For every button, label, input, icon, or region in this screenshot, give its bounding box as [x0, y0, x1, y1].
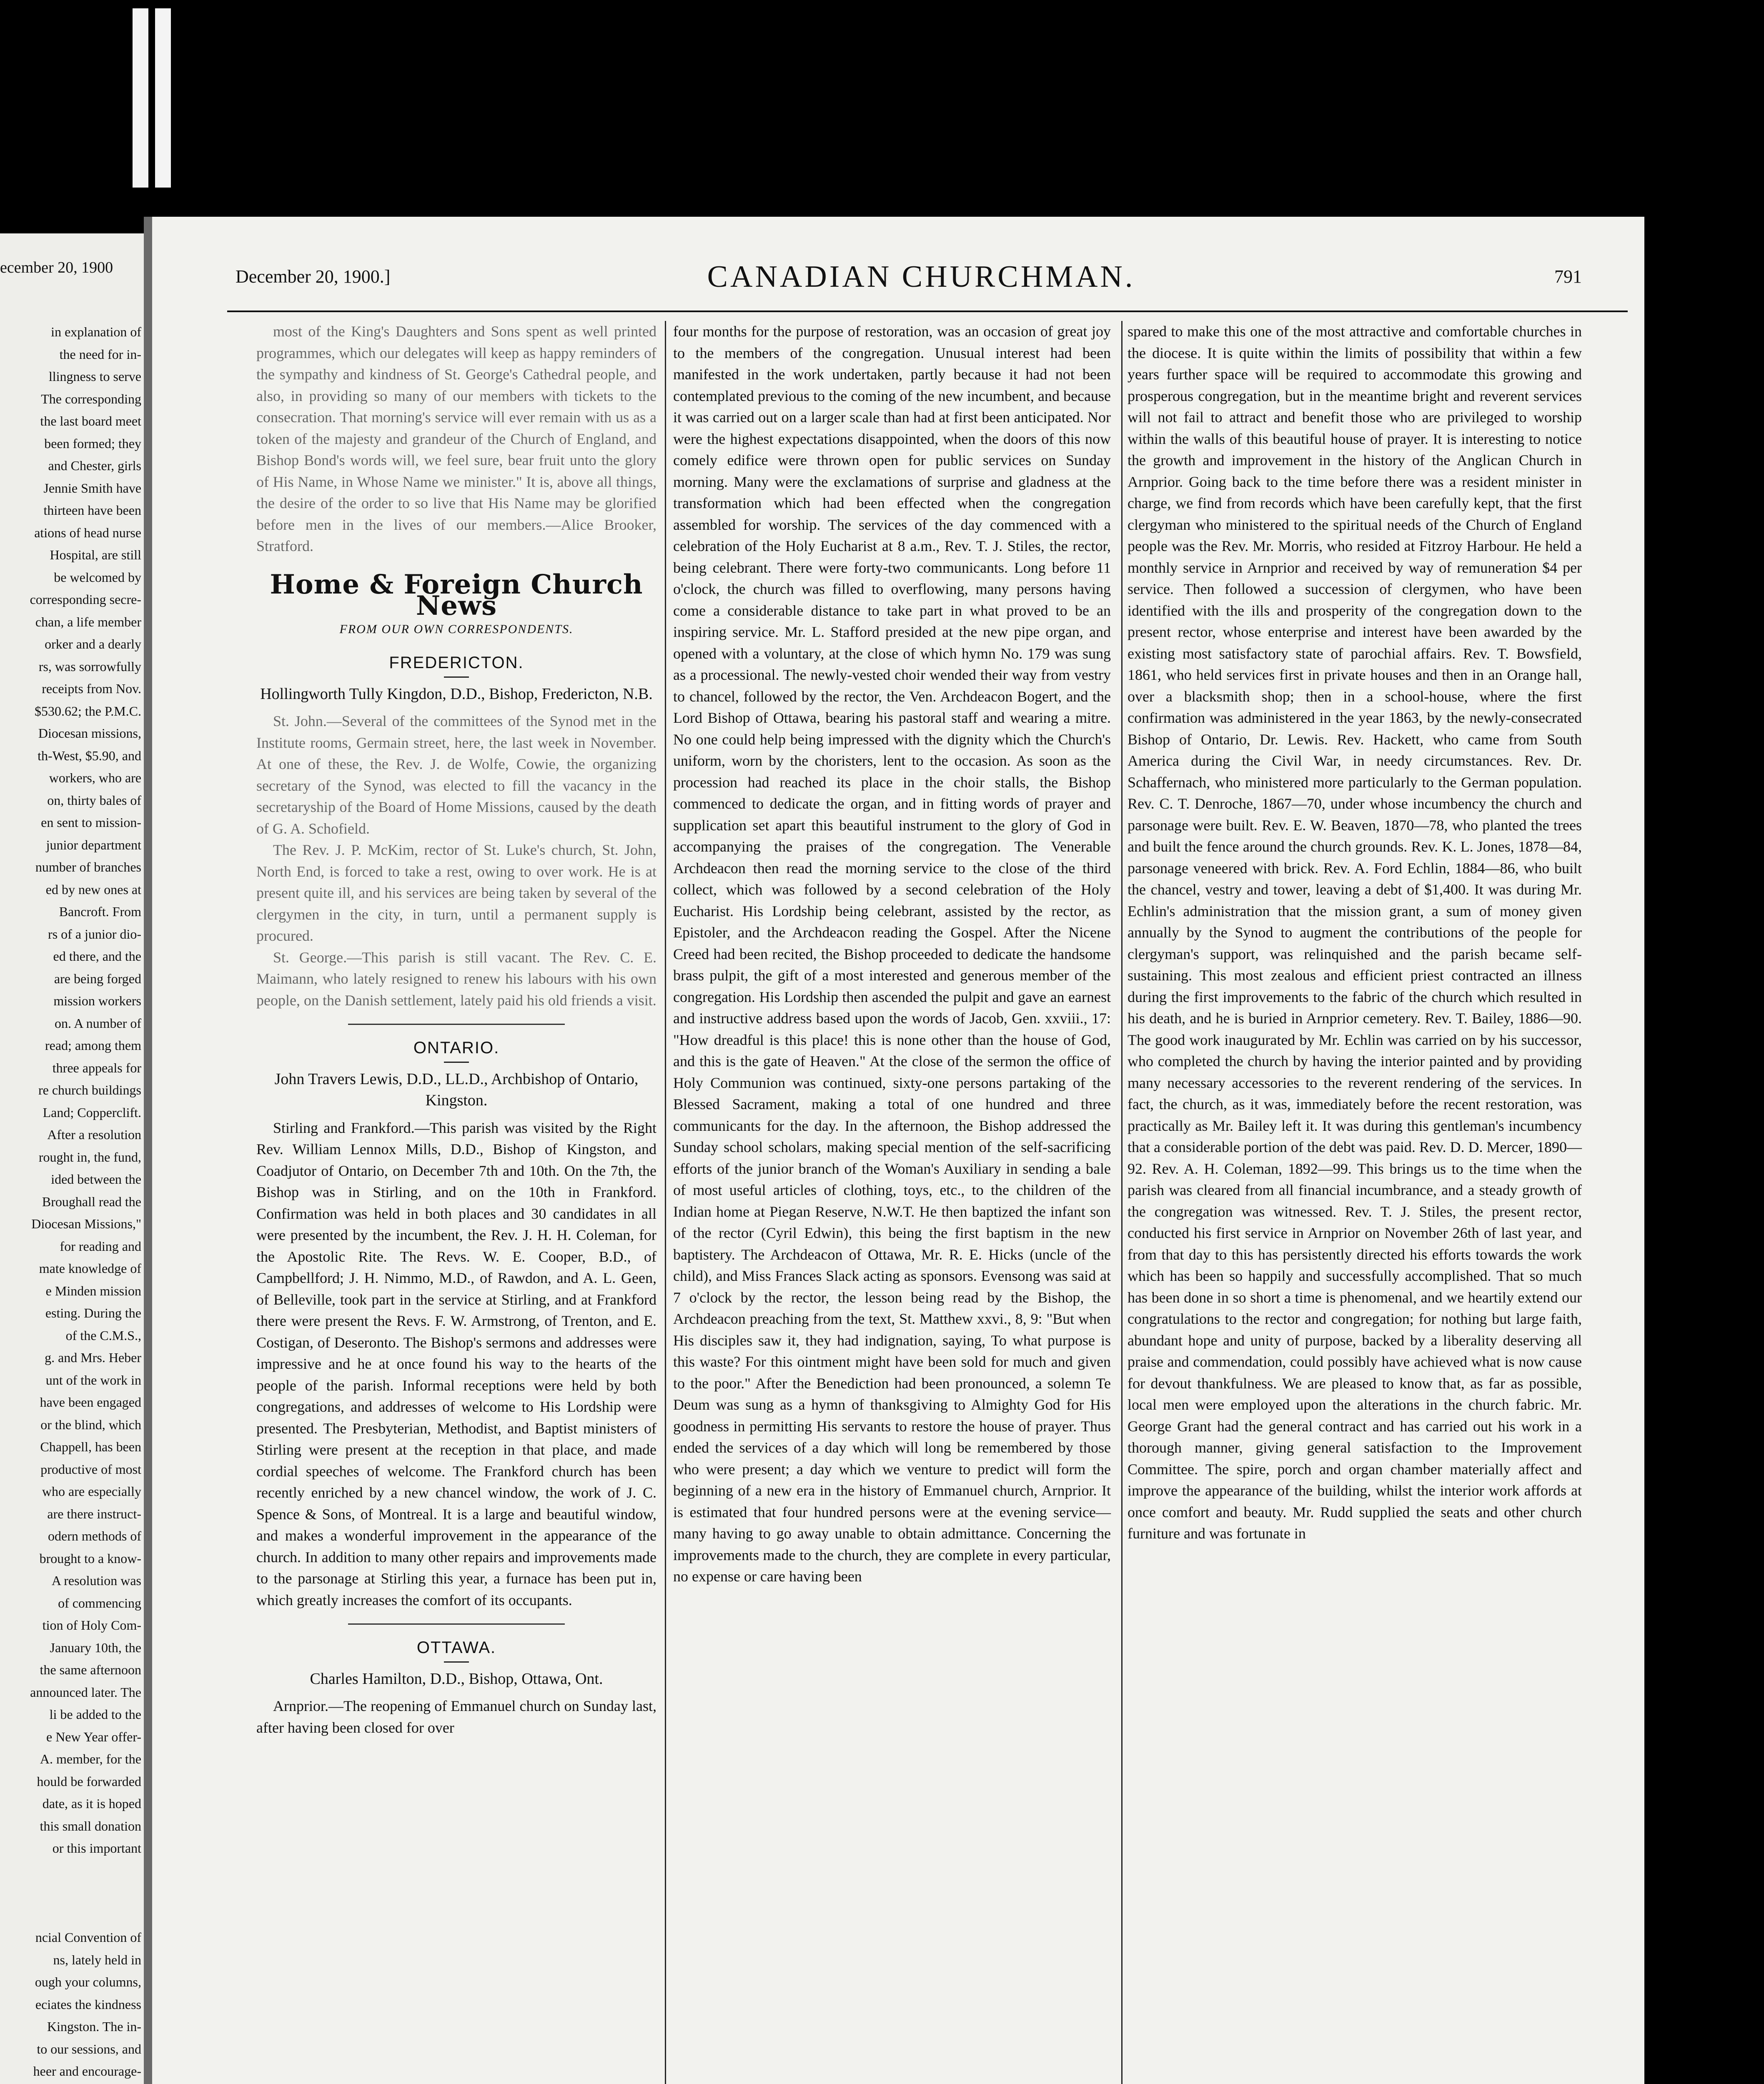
previous-page-line: Broughall read the [42, 1194, 141, 1209]
previous-page-line: rs of a junior dio- [48, 926, 141, 942]
newspaper-page [152, 217, 1644, 2084]
column-3 [1128, 321, 1582, 1545]
previous-page-line: heer and encourage- [33, 2064, 141, 2079]
previous-page-line: or the blind, which [40, 1417, 141, 1432]
previous-page-line: A resolution was [51, 1573, 141, 1588]
previous-page-line: junior department [46, 837, 141, 852]
previous-page-line [4, 1860, 141, 1882]
fredericton-paragraph-1: St. John.—Several of the committees of the Synod met in the Institute rooms, Germain street, here, the last week in November. At one of these, the Rev. J. de Wolfe, Cowie, the organizing secretary of the Synod, was elected to fill the vacancy in the secretaryship of the Board of Home Missions, caused by the death of G. A. Schofield. [256, 713, 656, 837]
section-separator [348, 1024, 565, 1025]
fredericton-paragraph-2: The Rev. J. P. McKim, rector of St. Luke's church, St. John, North End, is forced to take a rest, owing to over work. He is at present quite ill, and his services are being taken by several of the clergymen in the city, in turn, until a permanent supply is procured. [256, 842, 656, 944]
masthead-title: CANADIAN CHURCHMAN. [707, 260, 1135, 294]
previous-page-line: in explanation of [51, 324, 141, 339]
heading-dash [444, 676, 469, 678]
previous-page-line: Chappell, has been [40, 1439, 141, 1454]
previous-page-line: and Chester, girls [48, 458, 141, 473]
previous-page-line: e Minden mission [45, 1283, 141, 1298]
previous-page-line: ns, lately held in [53, 1952, 141, 1967]
previous-page-line [4, 1904, 141, 1927]
bishop-ontario: John Travers Lewis, D.D., LL.D., Archbishop of Ontario, Kingston. [274, 1070, 639, 1109]
previous-page-line: read; among them [45, 1038, 141, 1053]
arnprior-history: spared to make this one of the most attractive and comfortable churches in the diocese. It is quite within the limits of possibility that within a few years further space will be required to accommodate this growing and prosperous congregation, but in the meantime bright and reverent services will not fail to attract and benefit those who are privileged to worship within the walls of this beautiful house of prayer. It is interesting to notice the growth and improvement in the history of the Anglican Church in Arnprior. Going back to the time before there was a resident minister in charge, we find from records which have been carefully kept, that the first clergyman who ministered to the spiritual needs of the Church of England people was the Rev. Mr. Morris, who resided at Fitzroy Harbour. He held a monthly service in Arnprior and received by way of remuneration $4 per service. Then followed a succession of clergymen, who have been identified with the ills and prosperity of the congregation down to the present rector, whose enterprise and interest have been awarded by the existing most satisfactory state of parochial affairs. Rev. T. Bowsfield, 1861, who held services first in private houses and then in an Orange hall, over a blacksmith shop; then in a school-house, where the first confirmation was administered in the year 1863, by the newly-consecrated Bishop of Ontario, Dr. Lewis. Rev. Hackett, who came from South America during the Civil War, in needy circumstances. Rev. Dr. Schaffernach, who ministered more particularly to the German population. Rev. C. T. Denroche, 1867—70, under whose incumbency the church and parsonage were built. Rev. E. W. Beaven, 1870—78, who planted the trees and built the fence around the church grounds. Rev. K. L. Jones, 1878—84, parsonage veneered with brick. Rev. A. Ford Echlin, 1884—86, who built the chancel, vestry and tower, leaving a debt of $1,400. It was during Mr. Echlin's administration that the mission grant, a sum of money given annually by the Synod to augment the contributions of the people for clergyman's support, was relinquished and the parish became self-sustaining. This most zealous and efficient priest contracted an illness during the first improvements to the fabric of the church which resulted in his death, and he is buried in Arnprior cemetery. Rev. T. Bailey, 1886—90. The good work inaugurated by Mr. Echlin was carried on by his successor, who completed the church by having the interior painted and by providing many necessary accessories to the reverent rendering of the services. In fact, the church, as it was, immediately before the recent restoration, was practically as Mr. Bailey left it. It was during this gentleman's incumbency that a considerable portion of the debt was paid. Rev. D. D. Mercer, 1890—92. Rev. A. H. Coleman, 1892—99. This brings us to the time when the parish was cleared from all financial incumbrance, and a steady growth of the congregation was witnessed. Rev. T. J. Stiles, the present rector, conducted his first service in Arnprior on November 26th of last year, and from that day to this has persistently directed his efforts towards the work which has been so happily and successfully accomplished. That so much has been done in so short a time is phenomenal, and we heartily extend our congratulations to the rector and congregation; for nothing but large faith, abundant hope and unity of purpose, backed by a liberality deserving all praise and commendation, could possibly have achieved what is now cause for devout thankfulness. We are pleased to know that, as far as possible, local men were employed upon the alterations in the church fabric. Mr. George Grant had the general contract and has carried out his work in a thorough manner, giving general satisfaction to the Improvement Committee. The spire, porch and organ chamber materially affect and improve the appearance of the building, whilst the interior work affords at once comfort and beauty. Mr. Rudd supplied the seats and other church furniture and was fortunate in [1128, 323, 1582, 1542]
previous-page-line: orker and a dearly [45, 636, 141, 651]
previous-page-line: are there instruct- [47, 1506, 141, 1521]
previous-page-line: number of branches [35, 859, 141, 874]
previous-page-line: on. A number of [55, 1015, 141, 1031]
arnprior-article-continued: four months for the purpose of restoration, was an occasion of great joy to the members of the congregation. Unusual interest had been manifested in the work undertaken, partly because it had not been contemplated previous to the coming of the new incumbent, and because it was carried out on a larger scale than had at first been anticipated. Nor were the highest expectations disappointed, when the doors of this now comely edifice were thrown open for public services on Sunday morning. Many were the exclamations of surprise and gladness at the transformation which had been effected when the congregation assembled for worship. The services of the day commenced with a celebration of the Holy Eucharist at 8 a.m., Rev. T. J. Stiles, the rector, being celebrant. There were forty-two communicants. Long before 11 o'clock, the church was filled to overflowing, many persons having come a considerable distance to take part in what proved to be an inspiring service. Mr. L. Stafford presided at the new pipe organ, and opened with a voluntary, at the close of which hymn No. 179 was sung as a processional. The newly-vested choir wended their way from vestry to chancel, followed by the rector, the Ven. Archdeacon Bogert, and the Lord Bishop of Ottawa, bearing his pastoral staff and wearing a mitre. No one could help being impressed with the dignity which the Church's uniform, worn by the choristers, lent to the occasion. As soon as the procession had reached its place in the choir stalls, the Bishop commenced to dedicate the organ, and in fitting words of prayer and supplication set apart this beautiful instrument to the glory of God in accompanying the praises of the congregation. The Venerable Archdeacon then read the morning service to the close of the third collect, which was followed by a second celebration of the Holy Eucharist. His Lordship being celebrant, assisted by the rector, as Epistoler, and the Archdeacon reading the Gospel. After the Nicene Creed had been recited, the Bishop proceeded to dedicate the handsome brass pulpit, the gift of a most interested and generous member of the congregation. His Lordship then ascended the pulpit and gave an earnest and instructive address based upon the words of Jacob, Gen. xxviii., 17: "How dreadful is this place! this is none other than the house of God, and this is the gate of Heaven." At the close of the sermon the office of Holy Communion was continued, sixty-one persons partaking of the Blessed Sacrament, making a total of one hundred and three communicants for the day. In the afternoon, the Bishop addressed the Sunday school scholars, making special mention of the self-sacrificing efforts of the junior branch of the Woman's Auxiliary in sending a bale of most useful articles of clothing, toys, etc., to the children of the Indian home at Piegan Reserve, N.W.T. He then baptized the infant son of the rector (Cyril Edwin), this being the first baptism in the new baptistery. The Archdeacon of Ottawa, Mr. R. E. Hicks (uncle of the child), and Miss Frances Slack acting as sponsors. Evensong was said at 7 o'clock by the rector, the lesson being read by the Bishop, the Archdeacon preaching from the text, St. Matthew xxvi., 8, 9: "But when His disciples saw it, they had indignation, saying, To what purpose is this waste? For this ointment might have been sold for much and given to the poor." After the Benediction had been pronounced, a solemn Te Deum was sung as a hymn of thanksgiving to Almighty God for His goodness in permitting His servants to restore the house of prayer. Thus ended the services of a day which will long be remembered by those who were present; a day which we venture to predict will form the beginning of a new era in the history of Emmanuel church, Arnprior. It is estimated that four hundred persons were at the evening service—many having to go away unable to obtain admittance. Concerning the improvements made to the church, they are complete in every particular, no expense or care having been [673, 323, 1111, 1585]
previous-page-line: rought in, the fund, [38, 1149, 141, 1165]
previous-page-line: or this important [52, 1841, 141, 1856]
intro-paragraph: most of the King's Daughters and Sons spent as well printed programmes, which our delegates will keep as happy reminders of the sympathy and kindness of St. George's Cathedral people, and also, in providing so many of our members with tickets to the consecration. That morning's service will ever remain with us as a token of the majesty and grandeur of the Church of England, and Bishop Bond's words will, we feel sure, bear fruit unto the glory of His Name, in Whose Name we minister." It is, above all things, the desire of the order to so live that His Name may be glorified before men in the lives of our members.—Alice Brooker, Stratford. [256, 323, 656, 554]
previous-page-line: hould be forwarded [37, 1773, 141, 1789]
previous-page-line: this small donation [40, 1818, 141, 1834]
previous-page-line: workers, who are [49, 770, 141, 785]
previous-page-line: be welcomed by [54, 569, 141, 585]
previous-page-line [4, 2083, 141, 2084]
previous-page-line: Bancroft. From [59, 904, 141, 919]
previous-page-line: tion of Holy Com- [42, 1618, 141, 1633]
previous-page-line: productive of most [40, 1461, 141, 1477]
previous-page-line: A. member, for the [40, 1751, 141, 1766]
previous-page-line: chan, a life member [35, 614, 141, 629]
previous-page-line: for reading and [60, 1238, 141, 1254]
previous-page-line: have been engaged [40, 1395, 141, 1410]
previous-page-line: ough your columns, [35, 1974, 141, 1989]
previous-page-line: three appeals for [52, 1060, 141, 1075]
heading-dash [444, 1062, 469, 1063]
previous-page-edge [0, 233, 144, 2084]
film-perforation-top-right [155, 8, 171, 188]
previous-page-line: mission workers [53, 993, 141, 1008]
previous-page-line: Kingston. The in- [47, 2019, 141, 2034]
heading-ottawa: OTTAWA. [416, 1638, 496, 1657]
previous-page-line: ed there, and the [53, 949, 141, 964]
previous-page-line: are being forged [54, 971, 141, 986]
page-number: 791 [1554, 266, 1582, 287]
previous-page-line: the same afternoon [40, 1662, 141, 1677]
previous-page-line: to our sessions, and [37, 2041, 141, 2056]
previous-page-line: rs, was sorrowfully [38, 659, 141, 674]
previous-page-line: ed by new ones at [45, 882, 141, 897]
previous-page-line: th-West, $5.90, and [38, 748, 141, 763]
previous-page-line: Diocesan missions, [38, 726, 141, 741]
book-gutter [144, 217, 153, 2084]
previous-page-line: of the C.M.S., [65, 1328, 141, 1343]
previous-page-line: ations of head nurse [34, 525, 141, 540]
heading-dash [444, 1661, 469, 1663]
column-2 [673, 321, 1111, 1588]
previous-page-line: mate knowledge of [39, 1261, 141, 1276]
column-rule [1121, 321, 1123, 2084]
previous-page-line: g. and Mrs. Heber [45, 1350, 141, 1365]
previous-page-line: date, as it is hoped [42, 1796, 141, 1811]
ontario-paragraph-1: Stirling and Frankford.—This parish was visited by the Right Rev. William Lennox Mills, D.D., Bishop of Kingston, and Coadjutor of Ontario, on December 7th and 10th. On the 7th, the Bishop was in Stirling, and on the 10th in Frankford. Confirmation was held in both places and 30 candidates in all were presented by the incumbent, the Rev. J. H. H. Coleman, for the Apostolic Rite. The Revs. W. E. Cooper, B.D., of Campbellford; J. H. Nimmo, M.D., of Rawdon, and A. L. Geen, of Belleville, took part in the service at Stirling, and at Frankford there were present the Revs. F. W. Armstrong, of Trenton, and E. Costigan, of Deseronto. The Bishop's sermons and addresses were impressive and he at once found his way to the hearts of the people of the parish. Informal receptions were held by both congregations, and addresses of welcome to His Lordship were presented. The Presbyterian, Methodist, and Baptist ministers of Stirling were present at the reception in that place, and made cordial speeches of welcome. The Frankford church has been recently enriched by a new chancel window, the work of J. C. Spence & Sons, of Montreal. It is a large and beautiful window, and makes a wonderful improvement in the appearance of the church. In addition to many other repairs and improvements made to the parsonage at Stirling this year, a furnace has been put in, which greatly increases the comfort of its occupants. [256, 1119, 656, 1608]
column-rule [665, 321, 666, 2084]
previous-page-line: the need for in- [59, 346, 141, 362]
previous-page-line: eciates the kindness [35, 1996, 141, 2012]
bishop-ottawa: Charles Hamilton, D.D., Bishop, Ottawa, Ont. [310, 1670, 603, 1688]
previous-page-line: llingness to serve [48, 369, 141, 384]
previous-page-line: of commencing [58, 1595, 141, 1611]
previous-page-line: January 10th, the [50, 1640, 141, 1655]
previous-page-line: After a resolution [47, 1127, 141, 1142]
previous-page-line: who are especially [42, 1484, 141, 1499]
previous-page-line: Hospital, are still [50, 547, 141, 562]
previous-page-line [4, 1882, 141, 1904]
ottawa-paragraph-1: Arnprior.—The reopening of Emmanuel church on Sunday last, after having been closed for over [256, 1698, 656, 1736]
previous-page-line: announced later. The [30, 1684, 141, 1700]
previous-page-header: ecember 20, 1900 [0, 259, 113, 276]
previous-page-line: $530.62; the P.M.C. [34, 703, 141, 719]
section-subtitle: FROM OUR OWN CORRESPONDENTS. [339, 622, 574, 636]
heading-ontario: ONTARIO. [413, 1039, 500, 1057]
previous-page-line: receipts from Nov. [42, 681, 141, 696]
page-header [236, 254, 1607, 304]
previous-page-line: thirteen have been [43, 503, 141, 518]
previous-page-line: unt of the work in [45, 1372, 141, 1388]
previous-page-line: li be added to the [49, 1707, 141, 1722]
previous-page-line: Jennie Smith have [43, 480, 141, 496]
previous-page-line: Diocesan Missions," [31, 1216, 141, 1231]
previous-page-line: ncial Convention of [35, 1930, 141, 1945]
header-rule [227, 311, 1628, 312]
previous-page-line: corresponding secre- [30, 592, 141, 607]
previous-page-line: odern methods of [48, 1528, 141, 1543]
film-perforation-top-left [133, 8, 148, 188]
previous-page-line: e New Year offer- [46, 1729, 141, 1744]
previous-page-line: been formed; they [44, 436, 141, 451]
section-separator [348, 1623, 565, 1625]
header-date: December 20, 1900.] [236, 266, 391, 287]
previous-page-line: re church buildings [38, 1082, 141, 1097]
heading-fredericton: FREDERICTON. [389, 654, 524, 672]
section-masthead: Home & Foreign Church News [270, 569, 643, 621]
column-1 [256, 321, 656, 1738]
previous-page-line: ided between the [51, 1172, 141, 1187]
previous-page-line: the last board meet [40, 413, 141, 428]
bishop-fredericton: Hollingworth Tully Kingdon, D.D., Bishop, Fredericton, N.B. [260, 685, 653, 703]
previous-page-line: brought to a know- [39, 1550, 141, 1566]
previous-page-line: Land; Copperclift. [43, 1105, 141, 1120]
previous-page-line: The corresponding [41, 391, 141, 406]
previous-page-line: on, thirty bales of [47, 792, 141, 808]
previous-page-column [4, 321, 141, 2084]
fredericton-paragraph-3: St. George.—This parish is still vacant. The Rev. C. E. Maimann, who lately resigned to renew his labours with his own people, on the Danish settlement, lately paid his old friends a visit. [256, 949, 656, 1009]
previous-page-line: en sent to mission- [41, 815, 141, 830]
previous-page-line: esting. During the [45, 1305, 141, 1320]
